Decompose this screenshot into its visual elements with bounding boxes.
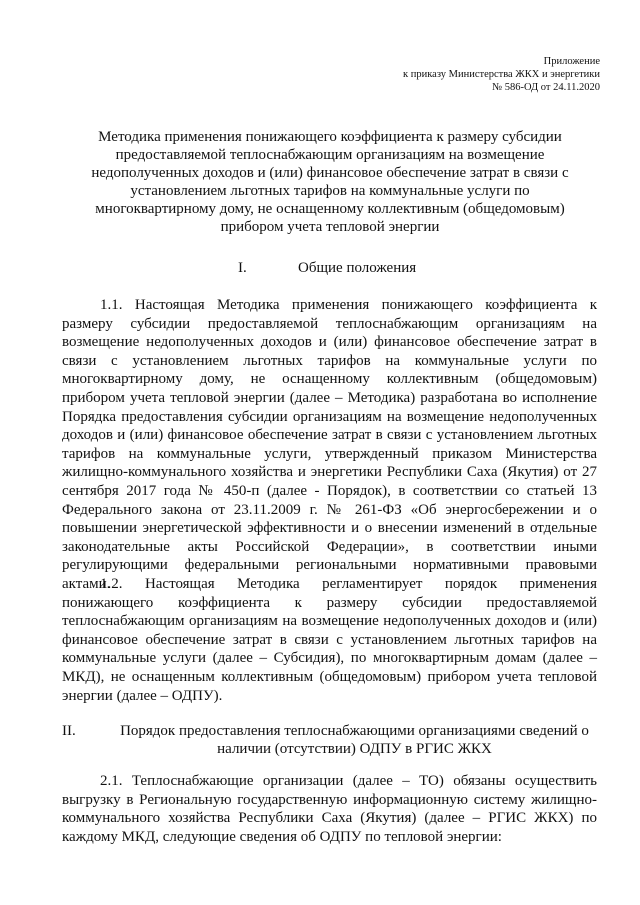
paragraph-1-2: 1.2. Настоящая Методика регламентирует порядок применения понижающего коэффициента к размеру субсидии предоставляемой теплоснабжающим организациям на возмещение недополученных доходов и (или) финансовое обеспечение затрат в связи с установлением льготных тарифов на коммунальные услуги (далее – Субсидия), по многоквартирным домам (далее – МКД), не оснащенным коллективным (общедомовым) прибором учета тепловой энергии (далее – ОДПУ).: [62, 576, 597, 704]
section-2-number: II.: [62, 723, 76, 739]
document-title: Методика применения понижающего коэффициента к размеру субсидии предоставляемой теплоснабжающим организациям на возмещение недополученных доходов и (или) финансовое обеспечение затрат в связи с установлением льготных тарифов на коммунальные услуги по многоквартирному дому, не оснащенному коллективным (общедомовым) прибором учета тепловой энергии: [91, 129, 569, 235]
paragraph-1-1: 1.1. Настоящая Методика применения понижающего коэффициента к размеру субсидии предоставляемой теплоснабжающим организациям на возмещение недополученных доходов и (или) финансовое обеспечение затрат в связи с установлением льготных тарифов на коммунальные услуги по многоквартирному дому, не оснащенному коллективным (общедомовым) прибором учета тепловой энергии (далее – Методика) разработана во исполнение Порядка предоставления субсидии организациям на возмещение недополученных доходов и (или) финансовое обеспечение затрат в связи с установлением льготных тарифов на коммунальные услуги, утвержденный приказом Министерства жилищно-коммунального хозяйства и энергетики Республики Саха (Якутия) от 27 сентября 2017 года № 450-п (далее - Порядок), в соответствии со статьей 13 Федерального закона от 23.11.2009 г. № 261-ФЗ «Об энергосбережении и о повышении энергетической эффективности и о внесении изменений в отдельные законодательные акты Российской Федерации», в соответствии иными регулирующими федеральными региональными нормативными правовыми актами.: [62, 297, 597, 592]
appendix-line-3: № 586-ОД от 24.11.2020: [492, 82, 600, 93]
appendix-line-1: Приложение: [543, 56, 600, 67]
paragraph-2-1: 2.1. Теплоснабжающие организации (далее – ТО) обязаны осуществить выгрузку в Региональную государственную информационную систему жилищно-коммунального хозяйства Республики Саха (Якутия) (далее – РГИС ЖКХ) по каждому МКД, следующие сведения об ОДПУ по тепловой энергии:: [62, 773, 597, 845]
section-2-heading: [62, 722, 597, 758]
appendix-header: [403, 55, 600, 94]
section-1-title: Общие положения: [298, 260, 417, 276]
appendix-line-2: к приказу Министерства ЖКХ и энергетики: [403, 69, 600, 80]
section-2-title: Порядок предоставления теплоснабжающими организациями сведений о наличии (отсутствии) ОДПУ в РГИС ЖКХ: [120, 723, 589, 757]
section-1-number: I.: [238, 260, 247, 276]
